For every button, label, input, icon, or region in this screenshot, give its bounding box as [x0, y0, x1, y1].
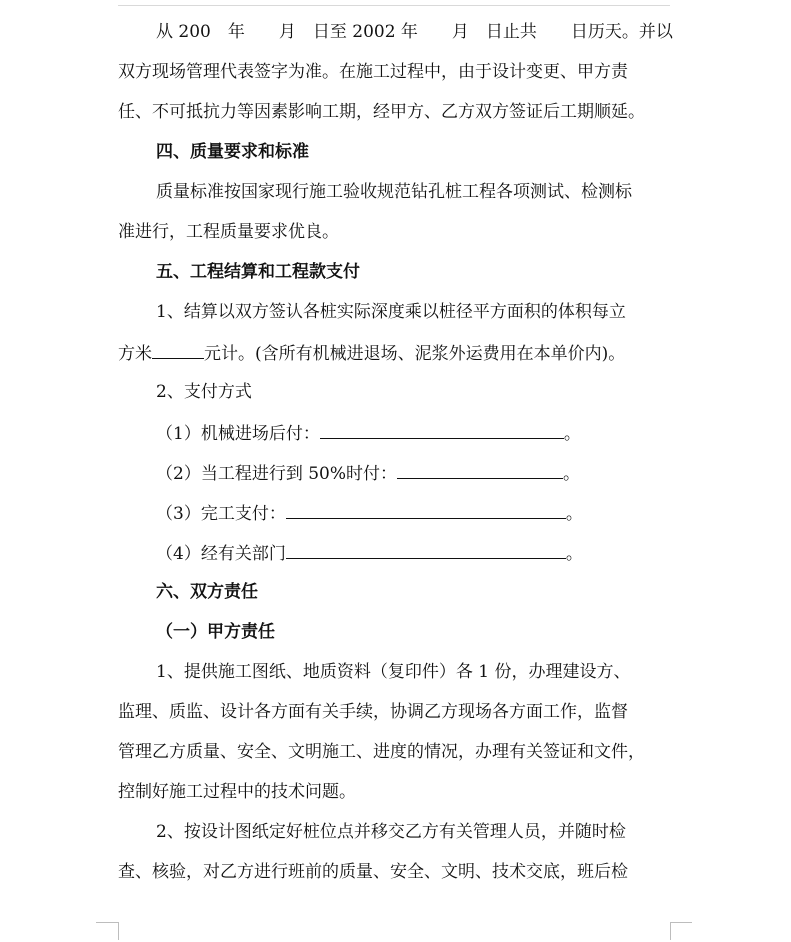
text-line: 查、核验，对乙方进行班前的质量、安全、文明、技术交底，班后检 [118, 862, 628, 882]
subsection-heading: （一）甲方责任 [156, 622, 275, 642]
page-corner-marker [670, 922, 693, 940]
section-heading-6: 六、双方责任 [156, 582, 258, 602]
text-line: 任、不可抵抗力等因素影响工期，经甲方、乙方双方签证后工期顺延。 [118, 102, 645, 122]
fill-blank [286, 540, 566, 559]
payment-label: （2）当工程进行到 50%时付： [156, 464, 398, 484]
period: 。 [563, 464, 581, 484]
header-rule [118, 5, 670, 6]
page-corner-marker [96, 922, 118, 923]
payment-label: （1）机械进场后付： [156, 424, 320, 444]
fill-blank [397, 460, 563, 479]
period: 。 [565, 504, 583, 524]
text-line: 2、支付方式 [156, 382, 252, 402]
text-fragment: 方米 [118, 344, 152, 364]
text-line: 1、提供施工图纸、地质资料（复印件）各 1 份，办理建设方、 [156, 662, 631, 682]
period: 。 [565, 544, 583, 564]
page-corner-marker [96, 922, 119, 940]
text-line: 准进行，工程质量要求优良。 [118, 222, 339, 242]
fill-blank [152, 340, 204, 359]
text-line: 质量标准按国家现行施工验收规范钻孔桩工程各项测试、检测标 [156, 182, 632, 202]
payment-item-1 [156, 420, 716, 446]
text-line: 从 200 年 月 日至 2002 年 月 日止共 日历天。并以 [156, 22, 673, 42]
text-line: 控制好施工过程中的技术问题。 [118, 782, 356, 802]
text-line: 2、按设计图纸定好桩位点并移交乙方有关管理人员，并随时检 [156, 822, 626, 842]
payment-label: （3）完工支付： [156, 504, 286, 524]
payment-label: （4）经有关部门 [156, 544, 286, 564]
period: 。 [563, 424, 581, 444]
text-line: 双方现场管理代表签字为准。在施工过程中，由于设计变更、甲方责 [118, 62, 628, 82]
page-corner-marker [670, 922, 692, 923]
text-fragment: 元计。(含所有机械进退场、泥浆外运费用在本单价内)。 [204, 344, 626, 364]
payment-item-3 [156, 500, 716, 526]
section-heading-4: 四、质量要求和标准 [156, 142, 309, 162]
text-line: 1、结算以双方签认各桩实际深度乘以桩径平方面积的体积每立 [156, 302, 626, 322]
payment-item-4 [156, 540, 716, 566]
section-heading-5: 五、工程结算和工程款支付 [156, 262, 360, 282]
text-line: 监理、质监、设计各方面有关手续，协调乙方现场各方面工作，监督 [118, 702, 628, 722]
payment-item-2 [156, 460, 716, 486]
fill-blank [286, 500, 566, 519]
text-line [118, 340, 678, 366]
text-line: 管理乙方质量、安全、文明施工、进度的情况，办理有关签证和文件， [118, 742, 645, 762]
fill-blank [320, 420, 564, 439]
